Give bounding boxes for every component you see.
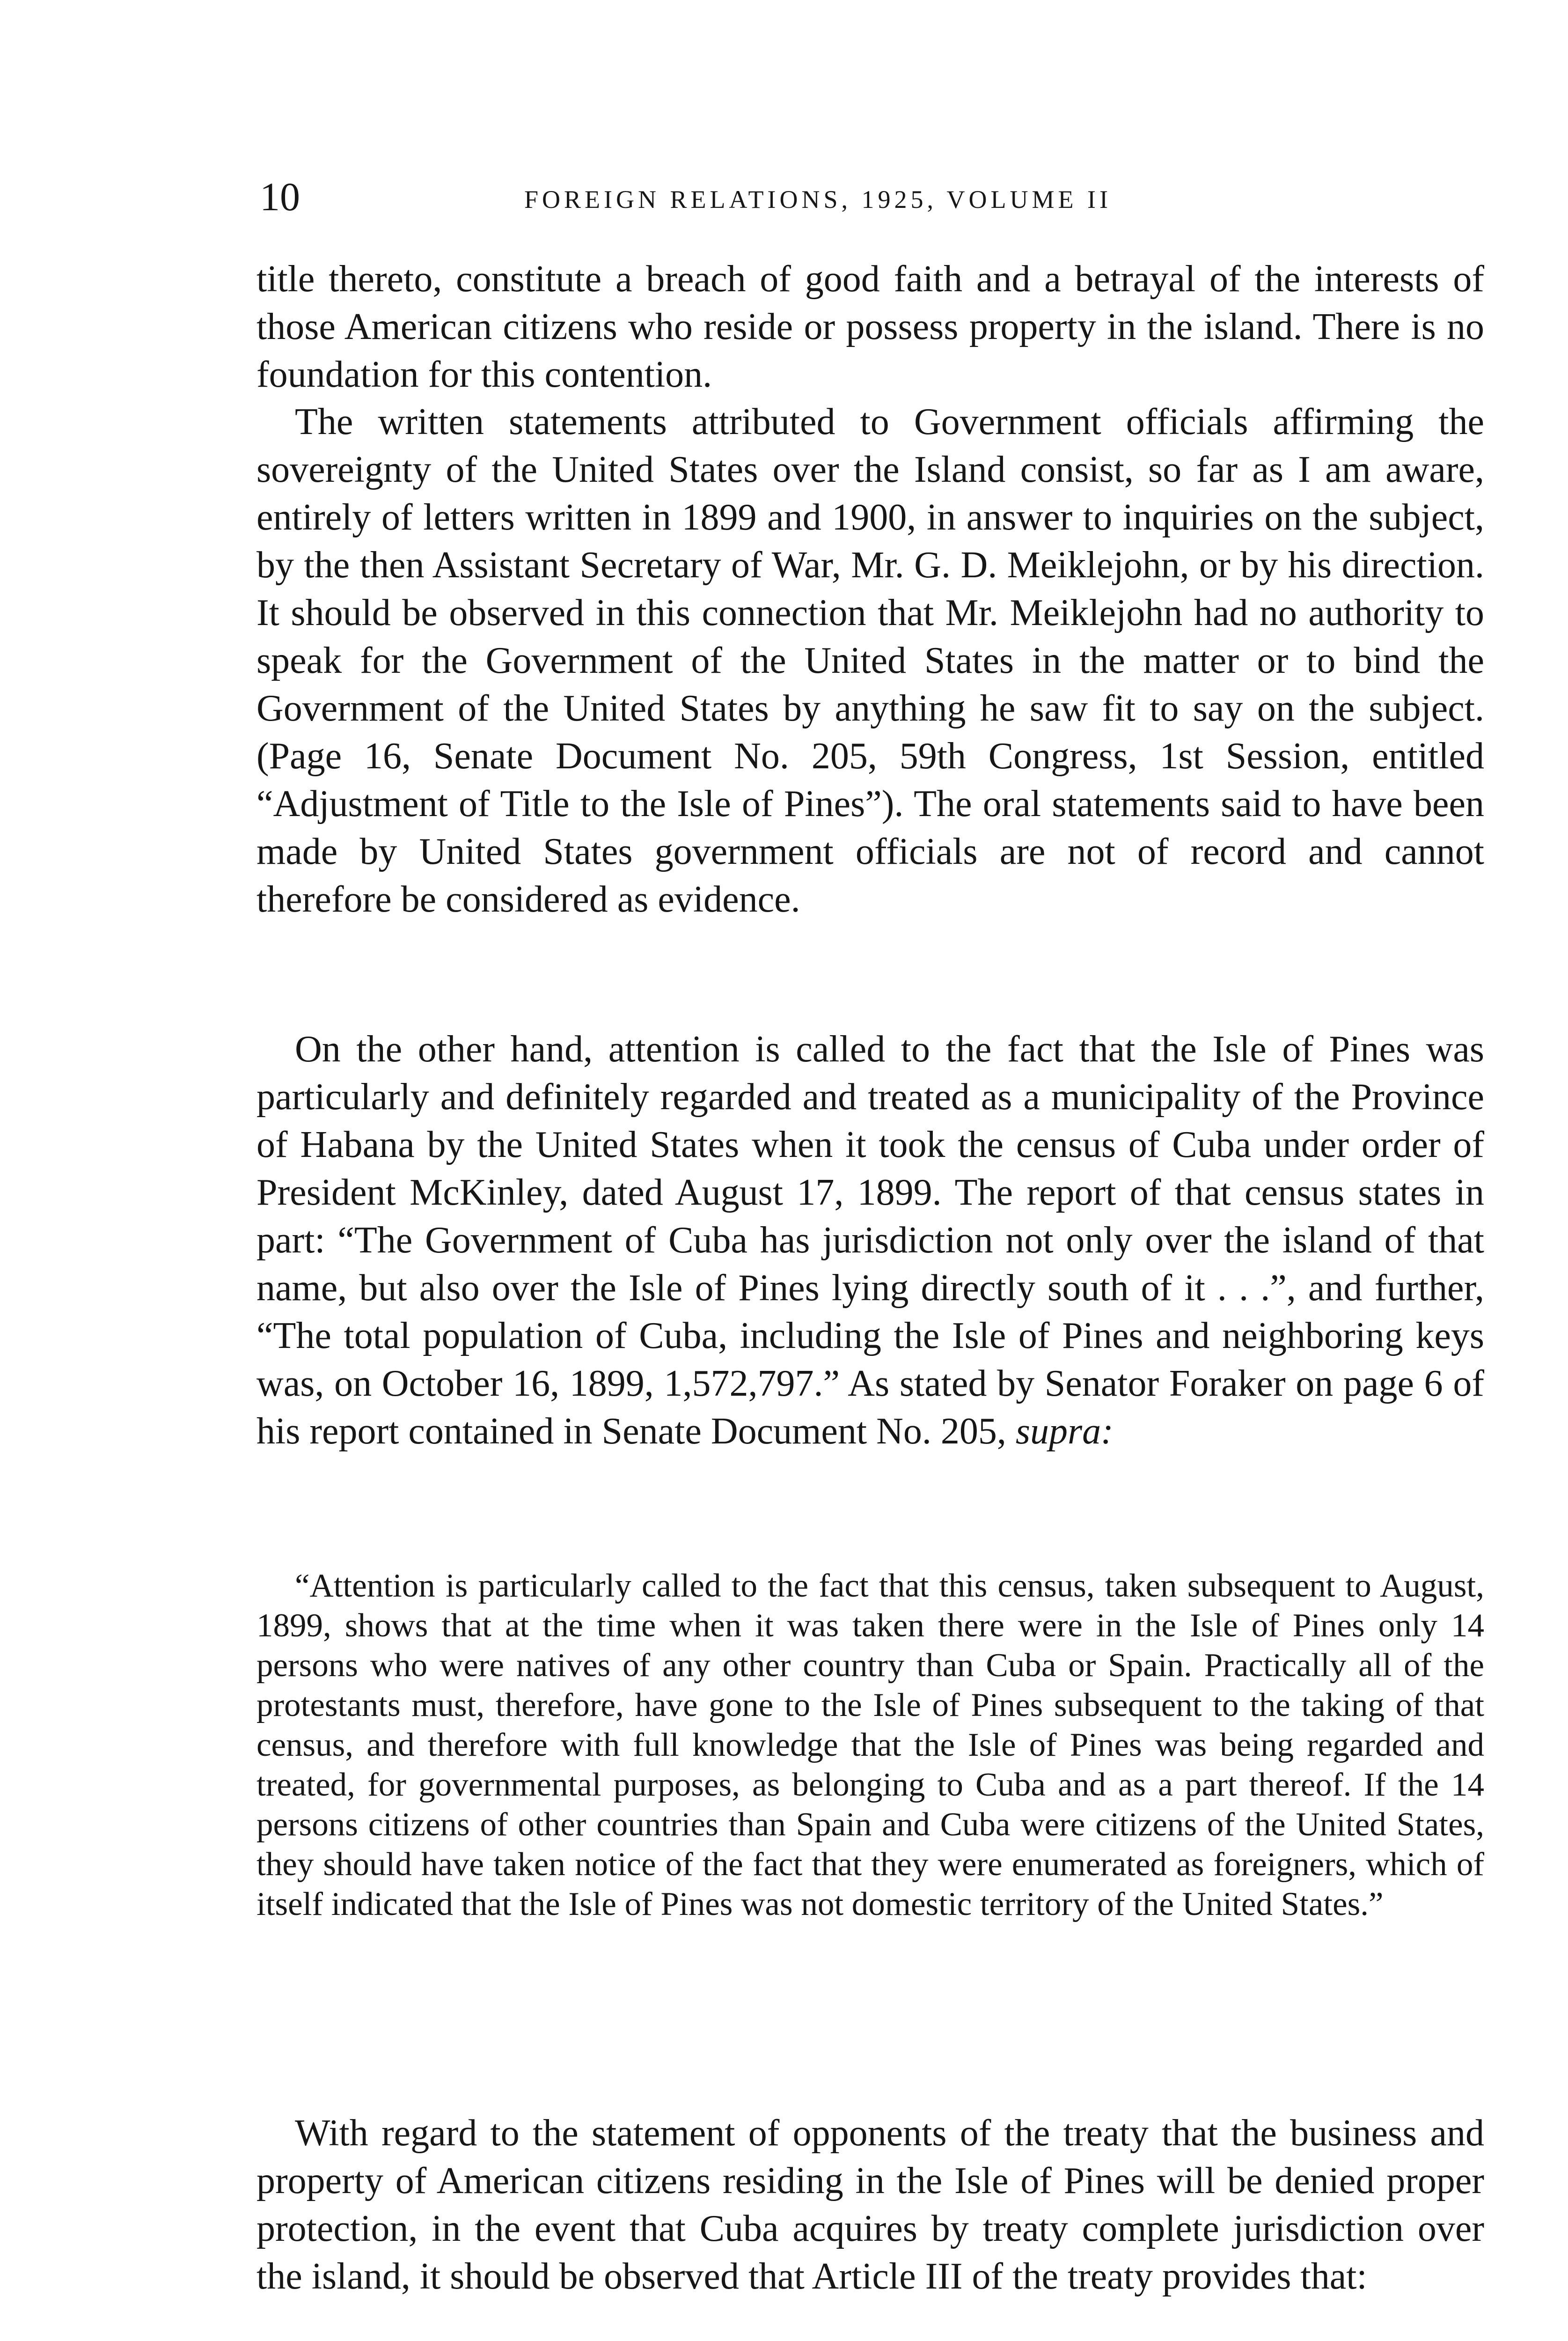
paragraph-census [256,1025,1484,1455]
paragraph-written-statements: The written statements attributed to Government officials affirming the sovereignty of the United States over the Island consist, so far as I am aware, entirely of letters written in 1899 and 1900, in answer to inquiries on the subject, by the then Assistant Secretary of War, Mr. G. D. Meiklejohn, or by his direction. It should be observed in this connection that Mr. Meiklejohn had no authority to speak for the Government of the United States in the matter or to bind the Government of the United States by anything he saw fit to say on the subject. (Page 16, Senate Document No. 205, 59th Congress, 1st Session, entitled “Adjustment of Title to the Isle of Pines”). The oral statements said to have been made by United States government officials are not of record and cannot therefore be considered as evidence. [256,401,1484,920]
running-header [260,171,1484,222]
paragraph-census-text: On the other hand, attention is called to the fact that the Isle of Pines was particularly and definitely regarded and treated as a municipality of the Province of Habana by the United States when it took the census of Cuba under order of President McKinley, dated August 17, 1899. The report of that census states in part: “The Government of Cuba has jurisdiction not only over the island of that name, but also over the Isle of Pines lying directly south of it . . .”, and further, “The total population of Cuba, including the Isle of Pines and neighboring keys was, on October 16, 1899, 1,572,797.” As stated by Senator Foraker on page 6 of his report contained in Senate Document No. 205, [256,1029,1484,1452]
paragraph-continuation: title thereto, constitute a breach of good faith and a betrayal of the interests of those American citizens who reside or possess property in the island. There is no foundation for this contention. [256,258,1484,395]
supra-citation: supra: [1015,1411,1114,1452]
paragraph-article-iii: With regard to the statement of opponents of the treaty that the business and property of American citizens residing in the Isle of Pines will be denied proper protection, in the event that Cuba acquires by treaty complete jurisdiction over the island, it should be observed that Article III of the treaty provides that: [256,2113,1484,2297]
block-quote-foraker: “Attention is particularly called to the fact that this census, taken subsequent to August, 1899, shows that at the time when it was taken there were in the Isle of Pines only 14 persons who were natives of any other country than Cuba or Spain. Practically all of the protestants must, therefore, have gone to the Isle of Pines subsequent to the taking of that census, and therefore with full knowledge that the Isle of Pines was being regarded and treated, for governmental purposes, as belonging to Cuba and as a part thereof. If the 14 persons citizens of other countries than Spain and Cuba were citizens of the United States, they should have taken notice of the fact that they were enumerated as foreigners, which of itself indicated that the Isle of Pines was not domestic territory of the United States.” [256,1568,1484,1922]
running-title: FOREIGN RELATIONS, 1925, VOLUME II [524,185,1112,213]
page-number: 10 [260,174,300,219]
